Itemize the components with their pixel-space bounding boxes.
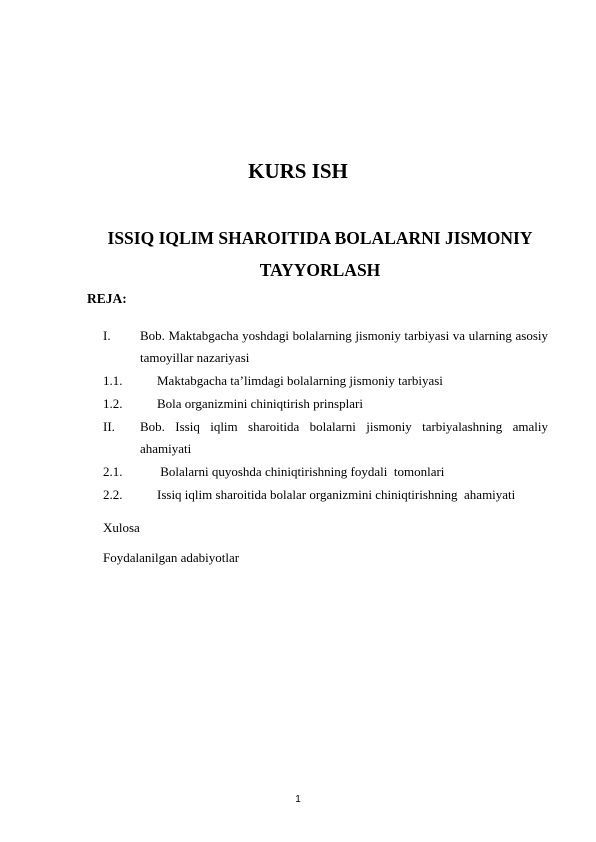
toc-item-number: 1.1. <box>103 373 123 388</box>
toc-item-chapter-2 <box>103 416 548 460</box>
toc-item-text: Bob. Issiq iqlim sharoitida bolalarni jismoniy tarbiyalashning amaliy ahamiyati <box>140 419 548 456</box>
toc-item-text: Bolalarni quyoshda chiniqtirishning foydali tomonlari <box>157 464 445 479</box>
document-subtitle: ISSIQ IQLIM SHAROITIDA BOLALARNI JISMONIY TAYYORLASH <box>107 228 533 280</box>
toc-item-section-2-2 <box>103 484 548 506</box>
toc-item-section-1-2 <box>103 393 548 415</box>
toc-item-number: I. <box>103 328 111 343</box>
toc-item-number: 1.2. <box>103 396 123 411</box>
toc-item-section-1-1 <box>103 370 548 392</box>
toc-item-number: 2.1. <box>103 464 123 479</box>
references-entry: Foydalanilgan adabiyotlar <box>103 550 240 565</box>
toc-item-text: Bob. Maktabgacha yoshdagi bolalarning jismoniy tarbiyasi va ularning asosiy tamoyillar nazariyasi <box>140 328 548 365</box>
toc-item-text: Bola organizmini chiniqtirish prinsplari <box>157 396 363 411</box>
toc-item-section-2-1 <box>103 461 548 483</box>
toc-item-chapter-1 <box>103 325 548 369</box>
toc-item-number: II. <box>103 419 115 434</box>
toc-item-text: Maktabgacha ta’limdagi bolalarning jismoniy tarbiyasi <box>157 373 443 388</box>
document-title: KURS ISH <box>248 159 348 183</box>
table-of-contents <box>103 325 548 569</box>
toc-item-text: Issiq iqlim sharoitida bolalar organizmini chiniqtirishning ahamiyati <box>157 487 516 502</box>
page-number: 1 <box>295 794 301 805</box>
conclusion-entry: Xulosa <box>103 520 140 535</box>
toc-item-number: 2.2. <box>103 487 123 502</box>
plan-label: REJA: <box>87 291 127 306</box>
